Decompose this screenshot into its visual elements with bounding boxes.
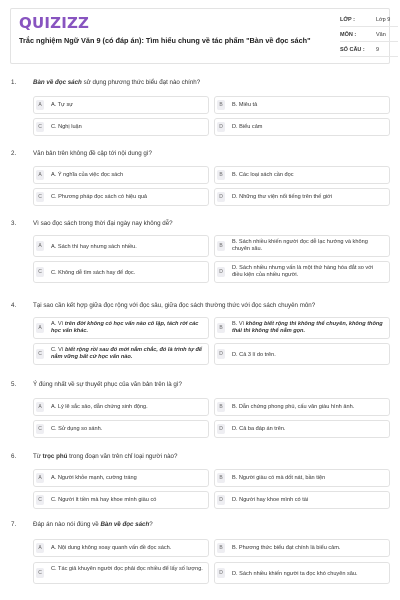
option-d[interactable] [214,343,390,365]
option-letter: A [36,100,44,110]
option-letter: D [217,568,225,578]
option-text: C. Nghị luận [51,124,82,130]
option-b[interactable] [214,539,390,557]
option-text: B. Người giàu có mà dốt nát, bần tiện [232,475,326,481]
option-letter: C [36,568,44,578]
option-letter: D [217,192,225,202]
question-text: Vì sao đọc sách trong thời đại ngày nay không dễ? [33,220,173,227]
meta-divider [340,56,398,57]
option-c[interactable] [33,420,209,438]
option-text: B. Các loại sách cần đọc [232,172,294,178]
option-text: D. Biểu cảm [232,124,263,130]
option-text: D. Sách nhiều nhưng vấn là một thứ hàng hóa đắt so với điều kiện của nhiều người. [232,265,374,279]
option-a[interactable] [33,96,209,114]
meta-value: Văn [376,32,386,38]
option-letter: B [217,543,225,553]
option-a[interactable] [33,469,209,487]
option-a[interactable] [33,539,209,557]
option-letter: A [36,543,44,553]
option-c[interactable] [33,562,209,584]
option-letter: A [36,402,44,412]
option-text: A. Lý lẽ sắc sảo, dẫn chứng sinh động. [51,404,148,410]
option-text: B. Dẫn chứng phong phú, cấu văn giàu hình ảnh. [232,404,355,410]
quizizz-logo: QUIZIZZ [19,14,90,32]
option-letter: C [36,192,44,202]
option-letter: C [36,424,44,434]
option-letter: B [217,170,225,180]
option-text: B. Phương thức biểu đạt chính là biểu cảm. [232,545,341,551]
option-letter: D [217,267,225,277]
meta-label: LỚP : [340,17,355,23]
option-text: A. Tự sự [51,102,73,108]
meta-divider [340,26,398,27]
option-text: C. Phương pháp đọc sách có hiệu quả [51,194,148,200]
option-text: C. Sử dụng so sánh. [51,426,103,432]
option-b[interactable] [214,166,390,184]
option-letter: D [217,122,225,132]
meta-label: MÔN : [340,32,357,38]
option-b[interactable] [214,317,390,339]
option-letter: B [217,241,225,251]
option-text: D. Người hay khoe mình có tài [232,497,309,503]
option-text: B. Miêu tả [232,102,258,108]
question-number: 6. [11,453,17,460]
option-b[interactable] [214,96,390,114]
option-letter: B [217,402,225,412]
option-text: C. Vì biết rộng rồi sau đó mới nắm chắc, đó là trình tự để nắm vững bất cứ học vấn nào. [51,347,203,361]
question-text: Ý đúng nhất về sự thuyết phục của văn bản trên là gì? [33,381,182,388]
option-letter: A [36,241,44,251]
question-text: Bàn về đọc sách sử dụng phương thức biểu đạt nào chính? [33,79,201,86]
option-letter: B [217,100,225,110]
option-d[interactable] [214,118,390,136]
option-text: C. Tác giả khuyên người đọc phải đọc nhiều để lấy số lượng. [51,566,203,572]
option-text: A. Ý nghĩa của việc đọc sách [51,172,124,178]
option-d[interactable] [214,188,390,206]
page-title: Trắc nghiệm Ngữ Văn 9 (có đáp án): Tìm hiểu chung về tác phẩm "Bàn về đọc sách" [19,36,311,45]
meta-label: SỐ CÂU : [340,47,365,53]
question-number: 3. [11,220,17,227]
option-a[interactable] [33,398,209,416]
option-letter: C [36,495,44,505]
option-a[interactable] [33,166,209,184]
question-number: 4. [11,302,17,309]
option-d[interactable] [214,261,390,283]
option-letter: D [217,424,225,434]
option-letter: B [217,323,225,333]
question-text: Từ trọc phú trong đoạn văn trên chỉ loại người nào? [33,453,178,460]
option-letter: D [217,349,225,359]
option-text: C. Người ít tiền mà hay khoe mình giàu có [51,497,157,503]
option-c[interactable] [33,118,209,136]
question-number: 5. [11,381,17,388]
option-text: D. Những thư viện nổi tiếng trên thế giới [232,194,333,200]
option-b[interactable] [214,235,390,257]
option-d[interactable] [214,562,390,584]
question-text: Đáp án nào nói đúng về Bàn về đọc sách? [33,521,153,528]
option-a[interactable] [33,235,209,257]
worksheet-header [10,8,390,64]
option-d[interactable] [214,420,390,438]
option-letter: A [36,323,44,333]
option-b[interactable] [214,398,390,416]
option-text: B. Vì không biết rộng thì không thể chuyên, không thông thái thì không thể nắm gọn. [232,321,383,335]
option-letter: B [217,473,225,483]
option-d[interactable] [214,491,390,509]
meta-value: 9 [376,47,380,53]
option-letter: D [217,495,225,505]
option-letter: A [36,170,44,180]
option-text: A. Người khỏe mạnh, cường tráng [51,475,137,481]
question-number: 1. [11,79,17,86]
option-text: A. Nội dung không xoay quanh vấn đề đọc sách. [51,545,172,551]
option-c[interactable] [33,261,209,283]
option-c[interactable] [33,188,209,206]
option-b[interactable] [214,469,390,487]
option-text: D. Cả ba đáp án trên. [232,426,286,432]
option-letter: C [36,267,44,277]
meta-value: Lớp 9 [376,17,391,23]
option-text: A. Vì trên đời không có học vấn nào cô lập, tách rời các học vấn khác. [51,321,199,335]
option-text: B. Sách nhiều khiến người đọc dễ lạc hướng và không chuyên sâu. [232,239,368,253]
meta-divider [340,41,398,42]
option-a[interactable] [33,317,209,339]
question-number: 2. [11,150,17,157]
question-text: Văn bản trên không đề cập tới nội dung gì? [33,150,152,157]
option-text: C. Không dễ tìm sách hay để đọc. [51,270,136,276]
option-text: A. Sách thì hay nhưng sách nhiều. [51,244,137,250]
question-number: 7. [11,521,17,528]
option-text: D. Cả 3 lí do trên. [232,352,276,358]
option-letter: C [36,122,44,132]
option-c[interactable] [33,343,209,365]
option-letter: C [36,349,44,359]
option-letter: A [36,473,44,483]
option-text: D. Sách nhiều khiến người ta đọc khó chuyên sâu. [232,571,358,577]
question-text: Tại sao cần kết hợp giữa đọc rộng với đọc sâu, giữa đọc sách thường thức với đọc sách chuyên môn? [33,302,316,309]
option-c[interactable] [33,491,209,509]
